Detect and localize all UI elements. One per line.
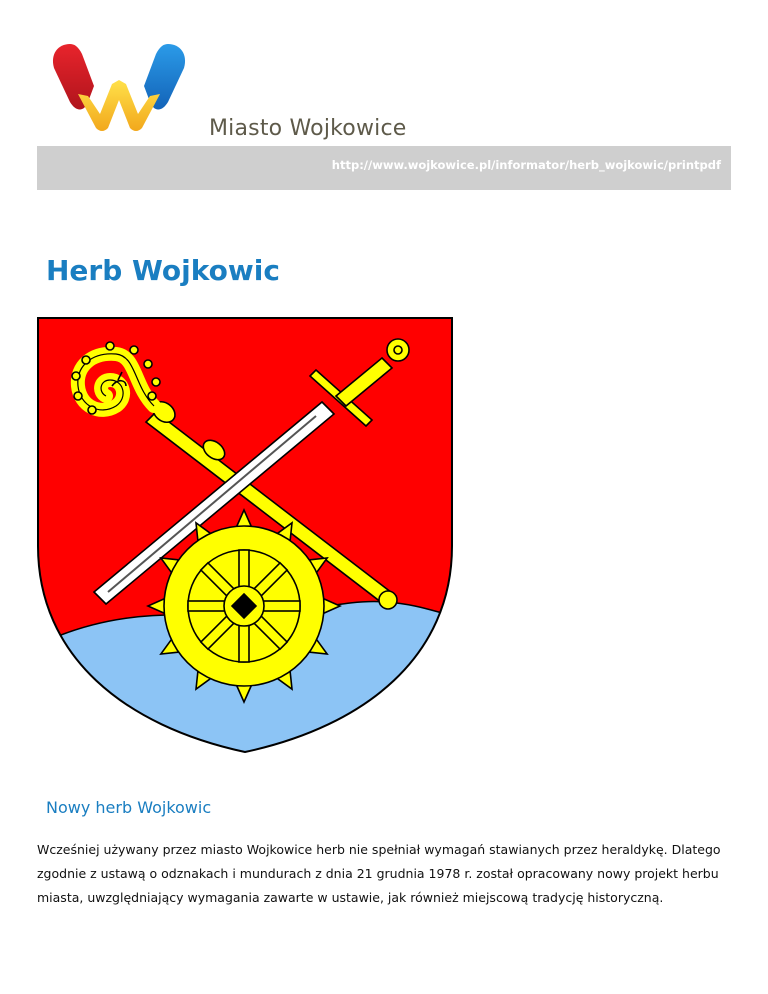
- site-logo[interactable]: [48, 40, 190, 132]
- site-name: Miasto Wojkowice: [209, 116, 407, 141]
- page-url-link[interactable]: http://www.wojkowice.pl/informator/herb_wojkowic/printpdf: [331, 158, 721, 172]
- page-title: Herb Wojkowic: [46, 254, 280, 287]
- article-paragraph: Wcześniej używany przez miasto Wojkowice herb nie spełniał wymagań stawianych przez heraldykę. Dlatego zgodnie z ustawą o odznakach i mundurach z dnia 21 grudnia 1978 r. został opracowany nowy projekt herbu miasta, uwzględniający wymagania zawarte w ustawie, jak również miejscową tradycję historyczną.: [37, 842, 721, 905]
- url-bar: [37, 146, 731, 190]
- section-heading: Nowy herb Wojkowic: [46, 798, 212, 817]
- coat-of-arms-image: [36, 316, 454, 754]
